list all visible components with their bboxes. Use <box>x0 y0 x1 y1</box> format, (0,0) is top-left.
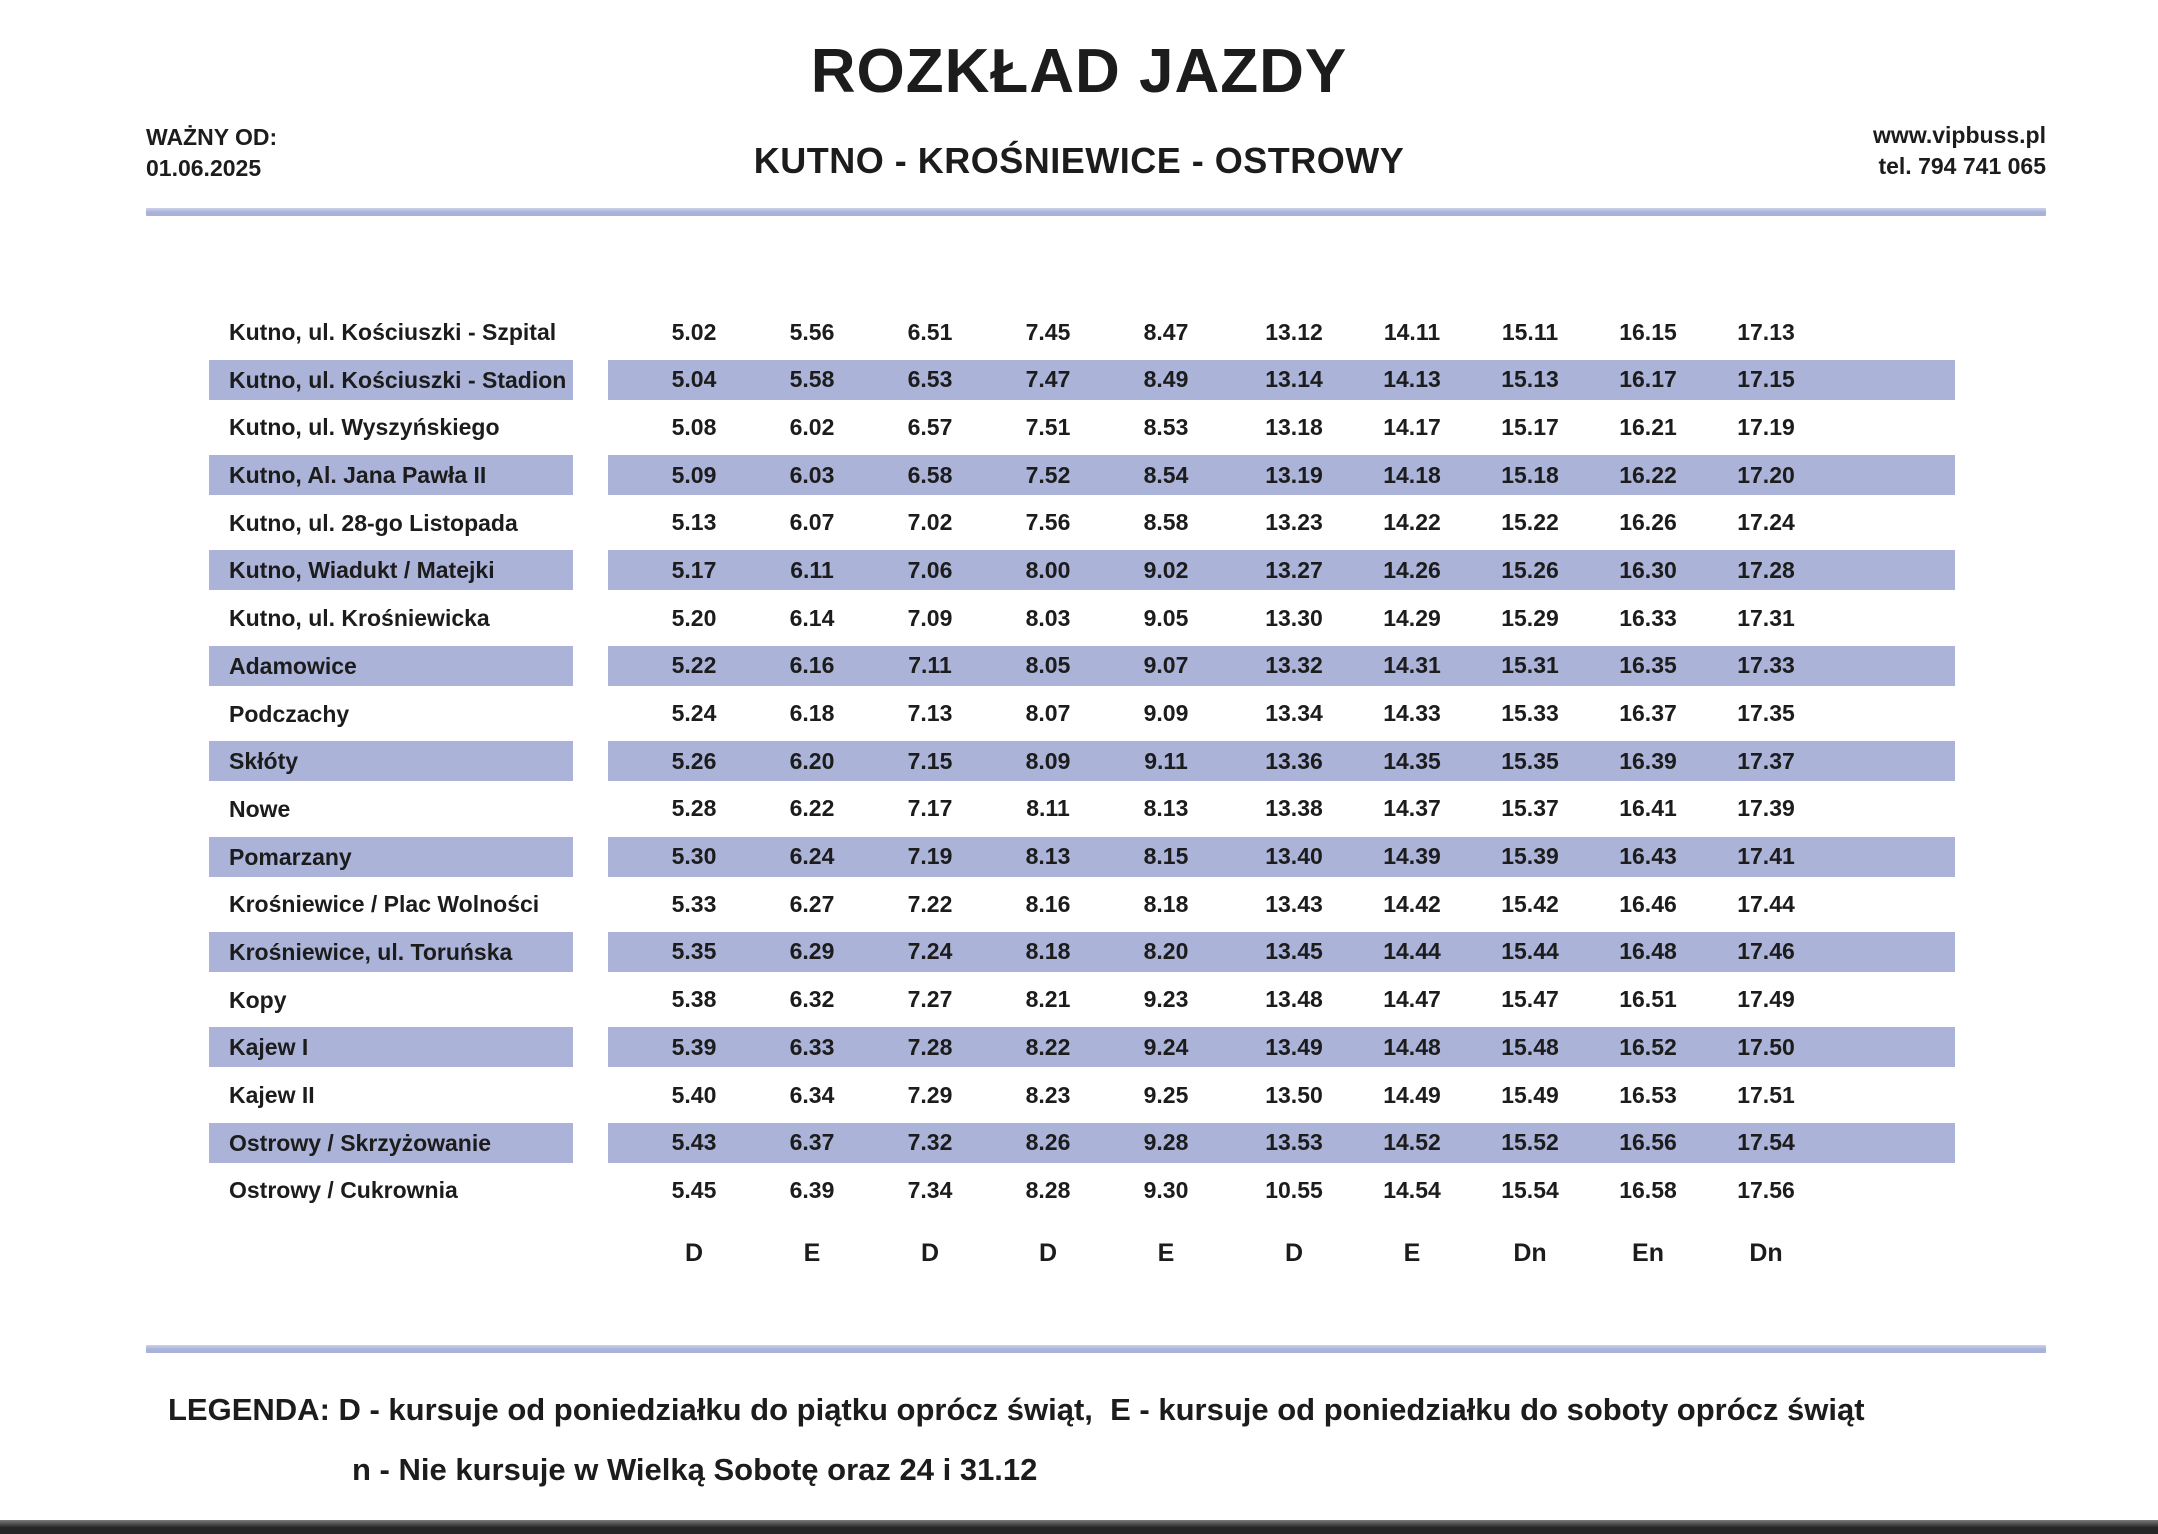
time-cell: 7.32 <box>907 1129 953 1156</box>
time-cell: 6.37 <box>789 1129 835 1156</box>
time-cell: 17.49 <box>1737 986 1795 1013</box>
time-cell: 15.37 <box>1501 795 1559 822</box>
time-cell: 14.33 <box>1383 700 1441 726</box>
time-cell: 8.16 <box>1025 890 1071 917</box>
times-band <box>608 694 1955 734</box>
time-cell: 15.31 <box>1501 652 1559 679</box>
time-cell: 9.23 <box>1143 986 1189 1013</box>
time-cell: 13.12 <box>1265 318 1323 345</box>
time-cell: 14.18 <box>1383 461 1441 488</box>
stop-name: Kutno, ul. Wyszyńskiego <box>229 414 500 441</box>
time-cell: 14.17 <box>1383 413 1441 440</box>
table-row <box>0 694 2158 734</box>
times-band <box>608 312 1955 352</box>
times-band <box>608 837 1955 877</box>
service-code-cell: Dn <box>1513 1238 1547 1267</box>
time-cell: 14.22 <box>1383 509 1441 536</box>
time-cell: 15.47 <box>1501 986 1559 1013</box>
time-cell: 9.11 <box>1144 747 1188 774</box>
times-band <box>608 598 1955 638</box>
table-row <box>0 884 2158 924</box>
times-band <box>608 1027 1955 1067</box>
service-code-cell: D <box>920 1238 940 1267</box>
time-cell: 5.13 <box>671 509 717 536</box>
times-band <box>608 407 1955 447</box>
table-row <box>0 407 2158 447</box>
time-cell: 8.53 <box>1143 413 1189 440</box>
time-cell: 15.22 <box>1501 509 1559 536</box>
time-cell: 16.22 <box>1619 461 1677 488</box>
time-cell: 13.18 <box>1265 413 1323 440</box>
time-cell: 8.54 <box>1143 461 1189 488</box>
time-cell: 14.49 <box>1383 1081 1441 1108</box>
times-band <box>608 1170 1955 1210</box>
time-cell: 8.13 <box>1143 795 1189 822</box>
table-row <box>0 646 2158 686</box>
time-cell: 13.43 <box>1265 890 1323 917</box>
table-row <box>0 1075 2158 1115</box>
divider-top <box>146 208 2046 216</box>
time-cell: 13.49 <box>1265 1033 1323 1060</box>
time-cell: 13.30 <box>1265 604 1323 631</box>
time-cell: 7.29 <box>907 1081 953 1108</box>
time-cell: 7.15 <box>907 747 953 774</box>
time-cell: 6.29 <box>789 938 835 965</box>
time-cell: 17.51 <box>1737 1081 1795 1108</box>
time-cell: 15.44 <box>1501 938 1559 965</box>
time-cell: 6.18 <box>789 700 835 726</box>
table-row <box>0 312 2158 352</box>
table-row <box>0 360 2158 400</box>
time-cell: 16.41 <box>1619 795 1677 822</box>
time-cell: 13.38 <box>1265 795 1323 822</box>
time-cell: 5.04 <box>671 366 717 393</box>
time-cell: 7.45 <box>1025 318 1071 345</box>
time-cell: 6.22 <box>789 795 835 822</box>
times-band <box>608 789 1955 829</box>
time-cell: 17.41 <box>1737 843 1795 870</box>
time-cell: 16.37 <box>1619 700 1677 726</box>
time-cell: 17.15 <box>1737 366 1795 393</box>
time-cell: 8.26 <box>1025 1129 1071 1156</box>
time-cell: 16.35 <box>1619 652 1677 679</box>
valid-from-label: WAŻNY OD: <box>146 124 278 150</box>
stop-name: Pomarzany <box>209 837 573 877</box>
time-cell: 17.46 <box>1737 938 1795 965</box>
time-cell: 5.33 <box>671 890 717 917</box>
time-cell: 5.43 <box>671 1129 717 1156</box>
time-cell: 6.02 <box>789 413 835 440</box>
stop-name: Kajew I <box>209 1027 573 1067</box>
service-code-cell: D <box>684 1238 704 1267</box>
footer-bar <box>0 1520 2158 1534</box>
time-cell: 16.48 <box>1619 938 1677 965</box>
table-row <box>0 980 2158 1020</box>
time-cell: 15.49 <box>1501 1081 1559 1108</box>
time-cell: 6.53 <box>907 366 953 393</box>
time-cell: 8.15 <box>1143 843 1189 870</box>
time-cell: 17.50 <box>1737 1033 1795 1060</box>
time-cell: 8.23 <box>1025 1081 1071 1108</box>
times-band <box>608 550 1955 590</box>
stop-name: Podczachy <box>229 700 350 727</box>
time-cell: 16.17 <box>1619 366 1677 393</box>
service-code-cell: En <box>1632 1238 1664 1267</box>
time-cell: 15.17 <box>1501 413 1559 440</box>
time-cell: 15.29 <box>1501 604 1559 631</box>
service-code-cell: E <box>803 1238 821 1267</box>
time-cell: 5.40 <box>671 1081 717 1108</box>
time-cell: 13.53 <box>1265 1129 1323 1156</box>
time-cell: 7.09 <box>907 604 953 631</box>
time-cell: 7.24 <box>907 938 953 965</box>
time-cell: 16.43 <box>1619 843 1677 870</box>
website-link: www.vipbuss.pl <box>1873 122 2046 148</box>
stop-name: Kopy <box>229 986 287 1013</box>
time-cell: 6.07 <box>789 509 835 536</box>
contact-block <box>1873 120 2046 182</box>
time-cell: 5.20 <box>671 604 717 631</box>
time-cell: 5.35 <box>671 938 717 965</box>
time-cell: 10.55 <box>1265 1176 1323 1203</box>
times-band <box>608 646 1955 686</box>
time-cell: 5.58 <box>789 366 835 393</box>
time-cell: 15.52 <box>1501 1129 1559 1156</box>
time-cell: 5.56 <box>789 318 835 345</box>
time-cell: 5.24 <box>671 700 717 726</box>
time-cell: 7.56 <box>1025 509 1071 536</box>
times-band <box>608 932 1955 972</box>
time-cell: 7.52 <box>1025 461 1071 488</box>
legend-line-2: n - Nie kursuje w Wielką Sobotę oraz 24 i 31.12 <box>352 1452 1038 1487</box>
time-cell: 7.06 <box>907 556 953 583</box>
time-cell: 16.58 <box>1619 1176 1677 1203</box>
time-cell: 17.20 <box>1737 461 1795 488</box>
time-cell: 16.30 <box>1619 556 1677 583</box>
time-cell: 16.56 <box>1619 1129 1677 1156</box>
time-cell: 5.22 <box>671 652 717 679</box>
time-cell: 16.53 <box>1619 1081 1677 1108</box>
time-cell: 6.14 <box>789 604 835 631</box>
time-cell: 6.34 <box>789 1081 835 1108</box>
time-cell: 7.47 <box>1025 366 1071 393</box>
times-band <box>608 455 1955 495</box>
stop-name: Kajew II <box>229 1082 315 1108</box>
times-band <box>608 980 1955 1020</box>
time-cell: 13.34 <box>1265 700 1323 726</box>
stop-name: Kutno, Wiadukt / Matejki <box>209 550 573 590</box>
time-cell: 5.38 <box>671 986 717 1013</box>
time-cell: 17.35 <box>1737 700 1795 726</box>
time-cell: 13.19 <box>1265 461 1323 488</box>
times-band <box>608 1075 1955 1115</box>
time-cell: 14.13 <box>1383 366 1441 393</box>
time-cell: 6.39 <box>789 1176 835 1203</box>
stop-name: Krośniewice / Plac Wolności <box>229 891 540 918</box>
time-cell: 8.13 <box>1025 843 1071 870</box>
time-cell: 16.46 <box>1619 890 1677 917</box>
time-cell: 14.39 <box>1383 843 1441 870</box>
time-cell: 6.32 <box>789 986 835 1013</box>
table-row <box>0 598 2158 638</box>
time-cell: 9.05 <box>1143 604 1189 631</box>
divider-bottom <box>146 1345 2046 1353</box>
phone-number: tel. 794 741 065 <box>1878 153 2046 179</box>
time-cell: 9.24 <box>1143 1033 1189 1060</box>
time-cell: 17.19 <box>1737 413 1795 440</box>
time-cell: 14.11 <box>1383 318 1441 345</box>
table-row <box>0 503 2158 543</box>
stop-name: Skłóty <box>209 741 573 781</box>
time-cell: 17.31 <box>1737 604 1795 631</box>
time-cell: 14.26 <box>1383 556 1441 583</box>
time-cell: 7.13 <box>907 700 953 726</box>
time-cell: 14.44 <box>1383 938 1441 965</box>
service-code-cell: Dn <box>1749 1238 1783 1267</box>
route-title: KUTNO - KROŚNIEWICE - OSTROWY <box>753 140 1405 181</box>
times-band <box>608 741 1955 781</box>
time-cell: 7.22 <box>907 890 953 917</box>
table-row <box>0 1170 2158 1210</box>
time-cell: 5.26 <box>671 747 717 774</box>
time-cell: 15.35 <box>1501 747 1559 774</box>
time-cell: 15.33 <box>1501 700 1559 726</box>
time-cell: 5.17 <box>671 556 717 583</box>
time-cell: 14.31 <box>1383 652 1441 679</box>
time-cell: 9.30 <box>1143 1176 1189 1203</box>
time-cell: 13.50 <box>1265 1081 1323 1108</box>
time-cell: 6.24 <box>789 843 835 870</box>
stop-name: Krośniewice, ul. Toruńska <box>209 932 573 972</box>
stop-name: Kutno, ul. Kościuszki - Szpital <box>229 319 557 345</box>
time-cell: 17.24 <box>1737 509 1795 536</box>
time-cell: 15.48 <box>1501 1033 1559 1060</box>
time-cell: 8.07 <box>1025 700 1071 726</box>
time-cell: 9.25 <box>1143 1081 1189 1108</box>
time-cell: 13.27 <box>1265 556 1323 583</box>
time-cell: 8.18 <box>1025 938 1071 965</box>
times-band <box>608 360 1955 400</box>
time-cell: 9.28 <box>1143 1129 1189 1156</box>
time-cell: 13.40 <box>1265 843 1323 870</box>
time-cell: 15.42 <box>1501 890 1559 917</box>
time-cell: 7.11 <box>908 652 952 679</box>
time-cell: 17.44 <box>1737 890 1795 917</box>
stop-name: Nowe <box>229 795 291 822</box>
table-row <box>0 455 2158 495</box>
table-row <box>0 1027 2158 1067</box>
table-row <box>0 932 2158 972</box>
stop-name: Ostrowy / Skrzyżowanie <box>209 1123 573 1163</box>
time-cell: 17.37 <box>1737 747 1795 774</box>
time-cell: 5.09 <box>671 461 717 488</box>
time-cell: 5.45 <box>671 1176 717 1203</box>
time-cell: 8.00 <box>1025 556 1071 583</box>
time-cell: 8.09 <box>1025 747 1071 774</box>
time-cell: 16.52 <box>1619 1033 1677 1060</box>
time-cell: 7.02 <box>907 509 953 536</box>
service-code-cell: D <box>1038 1238 1058 1267</box>
time-cell: 13.23 <box>1265 509 1323 536</box>
time-cell: 9.02 <box>1143 556 1189 583</box>
time-cell: 14.47 <box>1383 986 1441 1013</box>
time-cell: 17.56 <box>1737 1176 1795 1203</box>
time-cell: 13.36 <box>1265 747 1323 774</box>
time-cell: 17.39 <box>1737 795 1795 822</box>
stop-name: Kutno, ul. 28-go Listopada <box>229 509 518 536</box>
table-row <box>0 1123 2158 1163</box>
time-cell: 16.39 <box>1619 747 1677 774</box>
time-cell: 8.18 <box>1143 890 1189 917</box>
time-cell: 17.13 <box>1737 318 1795 345</box>
time-cell: 14.48 <box>1383 1033 1441 1060</box>
time-cell: 13.14 <box>1265 366 1323 393</box>
service-code-cell: E <box>1157 1238 1175 1267</box>
time-cell: 8.03 <box>1025 604 1071 631</box>
time-cell: 6.51 <box>907 318 953 345</box>
time-cell: 7.34 <box>907 1176 953 1203</box>
time-cell: 7.51 <box>1025 413 1071 440</box>
time-cell: 5.28 <box>671 795 717 822</box>
time-cell: 5.02 <box>671 318 717 345</box>
time-cell: 17.33 <box>1737 652 1795 679</box>
time-cell: 6.03 <box>789 461 835 488</box>
table-row <box>0 741 2158 781</box>
time-cell: 9.07 <box>1143 652 1189 679</box>
times-band <box>608 1123 1955 1163</box>
time-cell: 5.08 <box>671 413 717 440</box>
time-cell: 8.11 <box>1026 795 1070 822</box>
time-cell: 7.17 <box>907 795 953 822</box>
time-cell: 9.09 <box>1143 700 1189 726</box>
page-title: ROZKŁAD JAZDY <box>810 37 1348 106</box>
time-cell: 14.42 <box>1383 890 1441 917</box>
time-cell: 13.32 <box>1265 652 1323 679</box>
time-cell: 17.54 <box>1737 1129 1795 1156</box>
time-cell: 17.28 <box>1737 556 1795 583</box>
stop-name: Adamowice <box>209 646 573 686</box>
time-cell: 13.45 <box>1265 938 1323 965</box>
time-cell: 15.26 <box>1501 556 1559 583</box>
time-cell: 6.16 <box>789 652 835 679</box>
time-cell: 8.28 <box>1025 1176 1071 1203</box>
time-cell: 13.48 <box>1265 986 1323 1013</box>
time-cell: 16.33 <box>1619 604 1677 631</box>
time-cell: 6.58 <box>907 461 953 488</box>
times-band <box>608 884 1955 924</box>
time-cell: 5.39 <box>671 1033 717 1060</box>
time-cell: 7.19 <box>907 843 953 870</box>
legend-line-1: LEGENDA: D - kursuje od poniedziałku do piątku oprócz świąt, E - kursuje od poniedziałku do soboty oprócz świąt <box>168 1392 1865 1427</box>
time-cell: 14.35 <box>1383 747 1441 774</box>
valid-from-date: 01.06.2025 <box>146 155 262 181</box>
time-cell: 15.54 <box>1501 1176 1559 1203</box>
time-cell: 6.11 <box>790 556 834 583</box>
stop-name: Kutno, Al. Jana Pawła II <box>209 455 573 495</box>
time-cell: 15.13 <box>1501 366 1559 393</box>
time-cell: 8.47 <box>1143 318 1189 345</box>
time-cell: 16.26 <box>1619 509 1677 536</box>
service-codes-row <box>0 1233 1825 1273</box>
time-cell: 8.21 <box>1025 986 1071 1013</box>
table-row <box>0 789 2158 829</box>
time-cell: 15.39 <box>1501 843 1559 870</box>
time-cell: 14.52 <box>1383 1129 1441 1156</box>
service-code-cell: D <box>1284 1238 1304 1267</box>
time-cell: 8.22 <box>1025 1033 1071 1060</box>
time-cell: 8.20 <box>1143 938 1189 965</box>
time-cell: 15.18 <box>1501 461 1559 488</box>
time-cell: 6.33 <box>789 1033 835 1060</box>
table-row <box>0 837 2158 877</box>
time-cell: 14.29 <box>1383 604 1441 631</box>
time-cell: 16.51 <box>1619 986 1677 1013</box>
stop-name: Ostrowy / Cukrownia <box>229 1177 458 1204</box>
time-cell: 5.30 <box>671 843 717 870</box>
time-cell: 14.37 <box>1383 795 1441 822</box>
time-cell: 6.20 <box>789 747 835 774</box>
timetable-table <box>0 312 2158 1218</box>
time-cell: 8.49 <box>1143 366 1189 393</box>
time-cell: 16.21 <box>1619 413 1677 440</box>
stop-name: Kutno, ul. Krośniewicka <box>229 605 490 632</box>
time-cell: 6.57 <box>907 413 953 440</box>
stop-name: Kutno, ul. Kościuszki - Stadion <box>209 360 573 400</box>
time-cell: 8.58 <box>1143 509 1189 536</box>
time-cell: 16.15 <box>1619 318 1677 345</box>
time-cell: 15.11 <box>1501 318 1559 345</box>
time-cell: 7.28 <box>907 1033 953 1060</box>
table-row <box>0 550 2158 590</box>
time-cell: 6.27 <box>789 890 835 917</box>
time-cell: 8.05 <box>1025 652 1071 679</box>
times-band <box>608 503 1955 543</box>
time-cell: 7.27 <box>907 986 953 1013</box>
time-cell: 14.54 <box>1383 1176 1441 1203</box>
service-code-cell: E <box>1403 1238 1421 1267</box>
